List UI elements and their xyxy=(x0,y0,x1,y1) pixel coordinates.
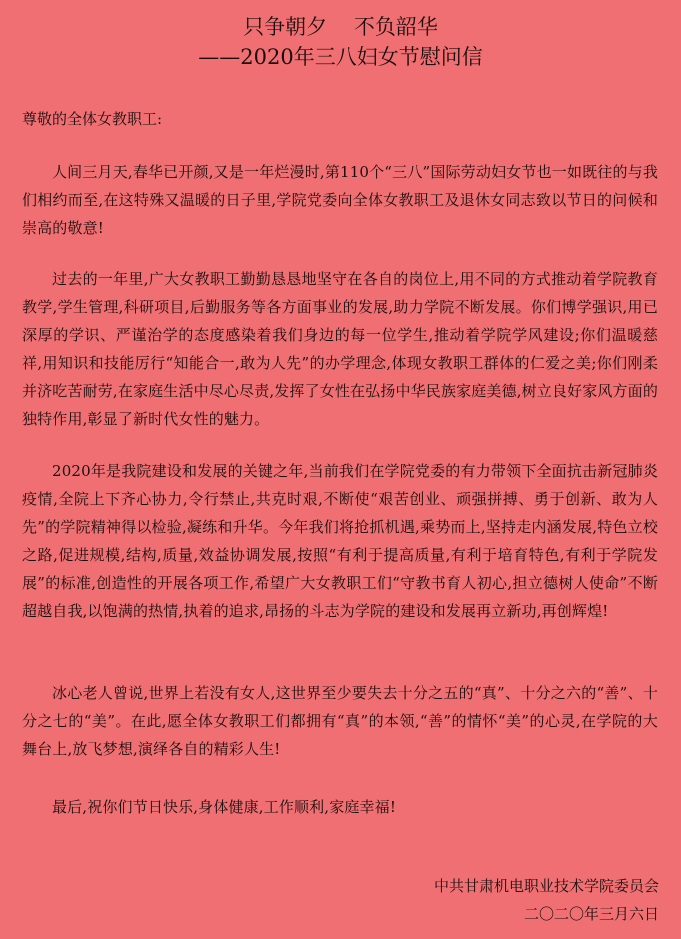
title-block xyxy=(0,12,681,72)
paragraph-closing-wishes: 最后,祝你们节日快乐,身体健康,工作顺利,家庭幸福! xyxy=(52,798,397,816)
paragraph-greeting: 人间三月天,春华已开颜,又是一年烂漫时,第110个“三八”国际劳动妇女节也一如既往的与我们相约而至,在这特殊又温暖的日子里,学院党委向全体女教职工及退休女同志致以节日的问候和崇高的敬意! xyxy=(22,163,658,237)
signature-organization: 中共甘肃机电职业技术学院委员会 xyxy=(433,877,659,895)
salutation: 尊敬的全体女教职工: xyxy=(22,110,163,128)
paragraph-bingxin-quote: 冰心老人曾说,世界上若没有女人,这世界至少要失去十分之五的“真”、十分之六的“善”、十分之七的“美”。在此,愿全体女教职工们都拥有“真”的本领,“善”的情怀“美”的心灵,在学院的大舞台上,放飞梦想,演绎各自的精彩人生! xyxy=(22,684,658,758)
letter-title: 只争朝夕 不负韶华 xyxy=(243,15,438,39)
signature-date: 二〇二〇年三月六日 xyxy=(523,905,659,923)
paragraph-past-year: 过去的一年里,广大女教职工勤勤恳恳地坚守在各自的岗位上,用不同的方式推动着学院教育教学,学生管理,科研项目,后勤服务等各方面事业的发展,助力学院不断发展。你们博学强识,用已深厚的学识、严谨治学的态度感染着我们身边的每一位学生,推动着学院学风建设;你们温暖慈祥,用知识和技能厉行“知能合一,敢为人先”的办学理念,体现女教职工群体的仁爱之美;你们刚柔并济吃苦耐劳,在家庭生活中尽心尽责,发挥了女性在弘扬中华民族家庭美德,树立良好家风方面的独特作用,彰显了新时代女性的魅力。 xyxy=(22,270,658,428)
paragraph-2020-goals: 2020年是我院建设和发展的关键之年,当前我们在学院党委的有力带领下全面抗击新冠肺炎疫情,全院上下齐心协力,令行禁止,共克时艰,不断使“艰苦创业、顽强拼搏、勇于创新、敢为人先”的学院精神得以检验,凝练和升华。今年我们将抢抓机遇,乘势而上,坚持走内涵发展,特色立校之路,促进规模,结构,质量,效益协调发展,按照“有利于提高质量,有利于培育特色,有利于学院发展”的标准,创造性的开展各项工作,希望广大女教职工们“守教书育人初心,担立德树人使命”不断超越自我,以饱满的热情,执着的追求,昂扬的斗志为学院的建设和发展再立新功,再创辉煌! xyxy=(22,462,658,620)
letter-subtitle: ——2020年三八妇女节慰问信 xyxy=(198,45,483,69)
